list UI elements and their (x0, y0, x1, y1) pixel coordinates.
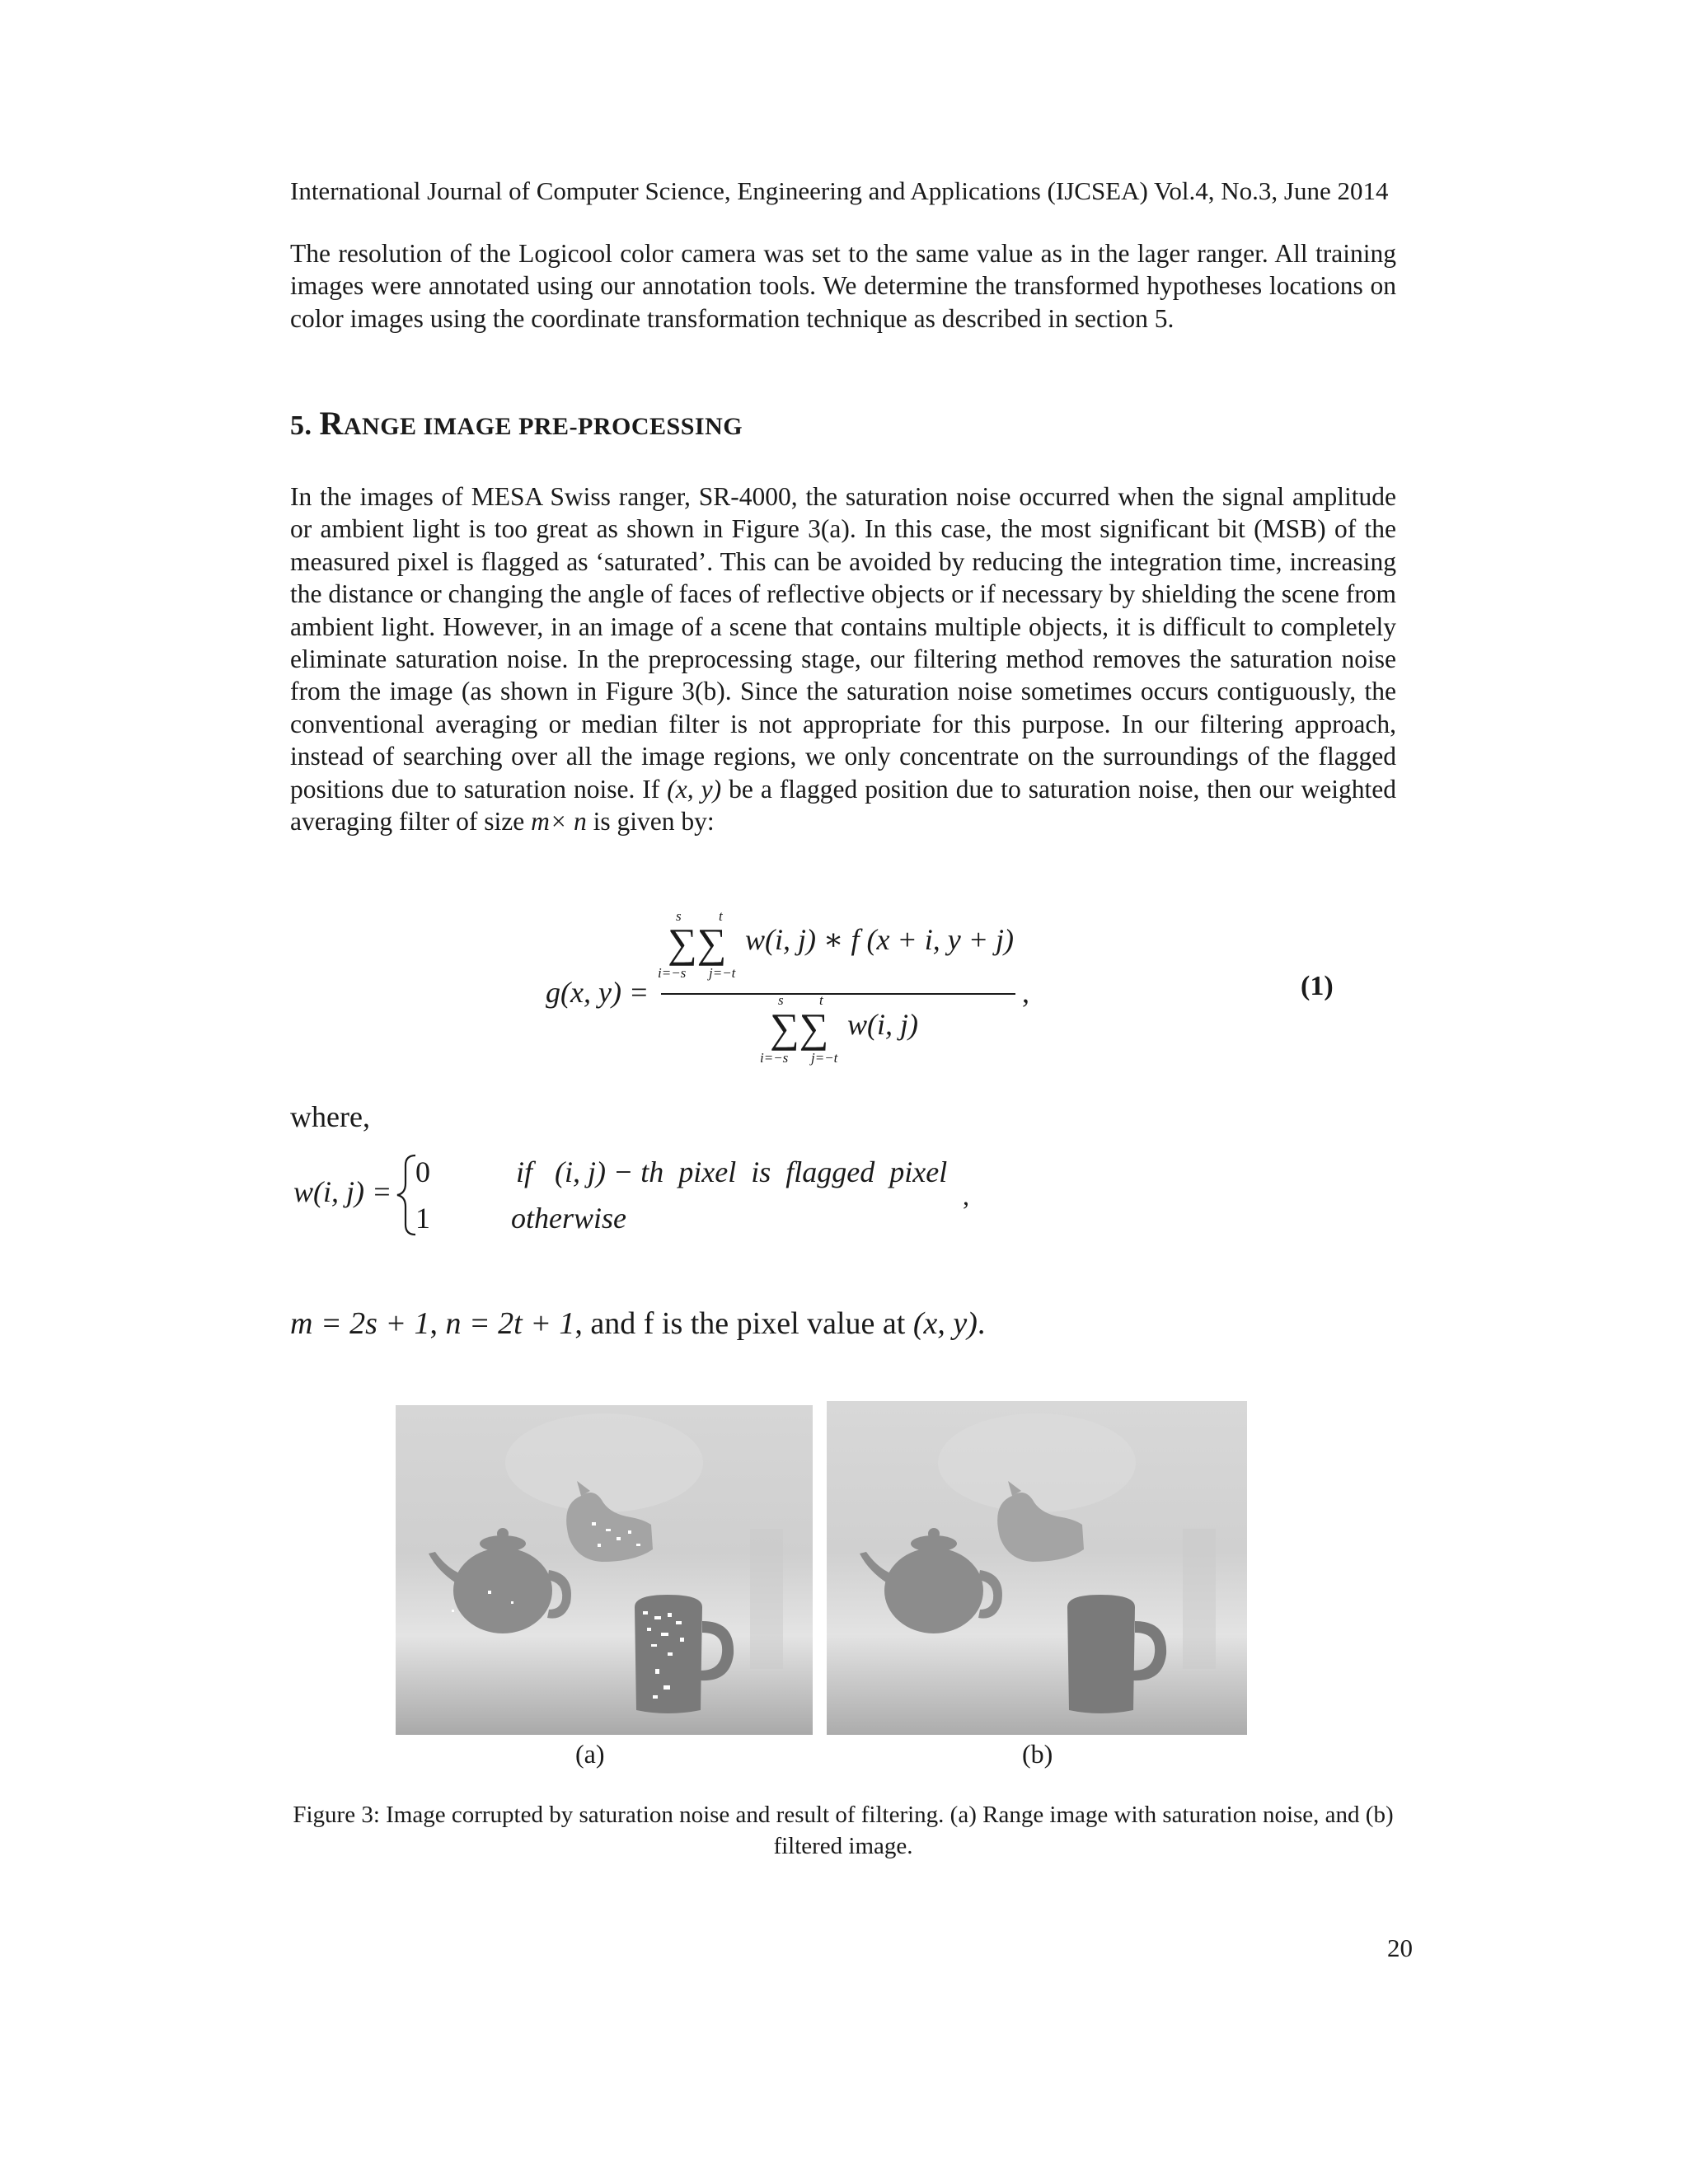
case2-condition: otherwise (511, 1202, 626, 1235)
paragraph-preprocessing (290, 480, 1396, 837)
def-text: , and f is the pixel value at (574, 1306, 913, 1341)
equation-denominator: w(i, j) (847, 1008, 918, 1041)
left-brace (397, 1155, 415, 1235)
figure-label-a: (a) (575, 1739, 605, 1769)
section-title-rest: ANGE IMAGE PRE-PROCESSING (343, 413, 743, 440)
equation-lhs: g(x, y) = (546, 976, 649, 1009)
def-m: m = 2s + 1 (290, 1306, 430, 1341)
den-sum-upper-i: s (778, 992, 784, 1008)
case1-value: 0 (415, 1155, 430, 1188)
equation-number: (1) (1301, 971, 1334, 1001)
weight-lhs: w(i, j) = (293, 1175, 392, 1208)
weight-definition (290, 1146, 999, 1244)
figure-label-b: (b) (1022, 1739, 1053, 1769)
weight-comma: , (963, 1181, 969, 1211)
variable-definition (290, 1305, 985, 1342)
figure-3b-filtered-image (827, 1401, 1247, 1735)
section-heading (290, 405, 743, 445)
den-sum-lower-i: i=−s (760, 1050, 789, 1066)
def-xy: (x, y) (912, 1306, 978, 1341)
paragraph-size: m× n (531, 807, 587, 837)
paragraph-intro: The resolution of the Logicool color camera was set to the same value as in the lager ranger. All training images were annotated using our annotation tools. We determine the transformed hypotheses locations on color images using the coordinate transformation technique as described in section 5. (290, 239, 1396, 333)
sum-upper-i: s (676, 908, 682, 924)
equation-numerator: w(i, j) ∗ f (x + i, y + j) (745, 923, 1014, 956)
where-label: where, (290, 1100, 370, 1133)
sum-upper-j: t (719, 908, 723, 924)
def-end: . (977, 1306, 986, 1341)
section-number: 5. (290, 410, 312, 441)
paragraph-text: In the images of MESA Swiss ranger, SR-4000, the saturation noise occurred when the signal amplitude or ambient light is too great as shown in Figure 3(a). In this case, the most significant bit (MSB) of the measured pixel is flagged as ‘saturated’. This can be avoided by reducing the integration time, increasing the distance or changing the angle of faces of reflective objects or if necessary by shielding the scene from ambient light. However, in an image of a scene that contains multiple objects, it is difficult to completely eliminate saturation noise. In the preprocessing stage, our filtering method removes the saturation noise from the image (as shown in Figure 3(b). Since the saturation noise sometimes occurs contiguously, the conventional averaging or median filter is not appropriate for this purpose. In our filtering approach, instead of searching over all the image regions, we only concentrate on the surroundings of the flagged positions due to saturation noise. If (290, 482, 1396, 804)
den-sum-upper-j: t (819, 992, 823, 1008)
sum-lower-i: i=−s (658, 965, 687, 981)
figure-caption: Figure 3: Image corrupted by saturation noise and result of filtering. (a) Range image with saturation noise, and (b) filtered image. (293, 1802, 1394, 1859)
sigma-symbol: ∑∑ (668, 920, 727, 966)
paragraph-end: is given by: (586, 807, 715, 837)
den-sigma-symbol: ∑∑ (770, 1005, 829, 1051)
journal-header: International Journal of Computer Science, Engineering and Applications (IJCSEA) Vol.4, No.3, June 2014 (290, 176, 1389, 205)
paragraph-mid: be a flagged position due to saturation noise, then our weighted averaging filter of size (290, 774, 1396, 837)
paragraph-xy: (x, y) (667, 774, 722, 804)
def-sep: , (429, 1306, 446, 1341)
equation-1 (528, 902, 1055, 1084)
section-title-initial: R (319, 405, 344, 442)
def-n: n = 2t + 1 (445, 1306, 575, 1341)
sum-lower-j: j=−t (709, 965, 736, 981)
den-sum-lower-j: j=−t (811, 1050, 838, 1066)
equation-comma: , (1022, 976, 1029, 1009)
page-number: 20 (1387, 1933, 1413, 1962)
case1-condition: if (i, j) − th pixel is flagged pixel (516, 1155, 948, 1188)
figure-3a-range-image-noisy (396, 1405, 813, 1735)
case2-value: 1 (415, 1202, 430, 1235)
